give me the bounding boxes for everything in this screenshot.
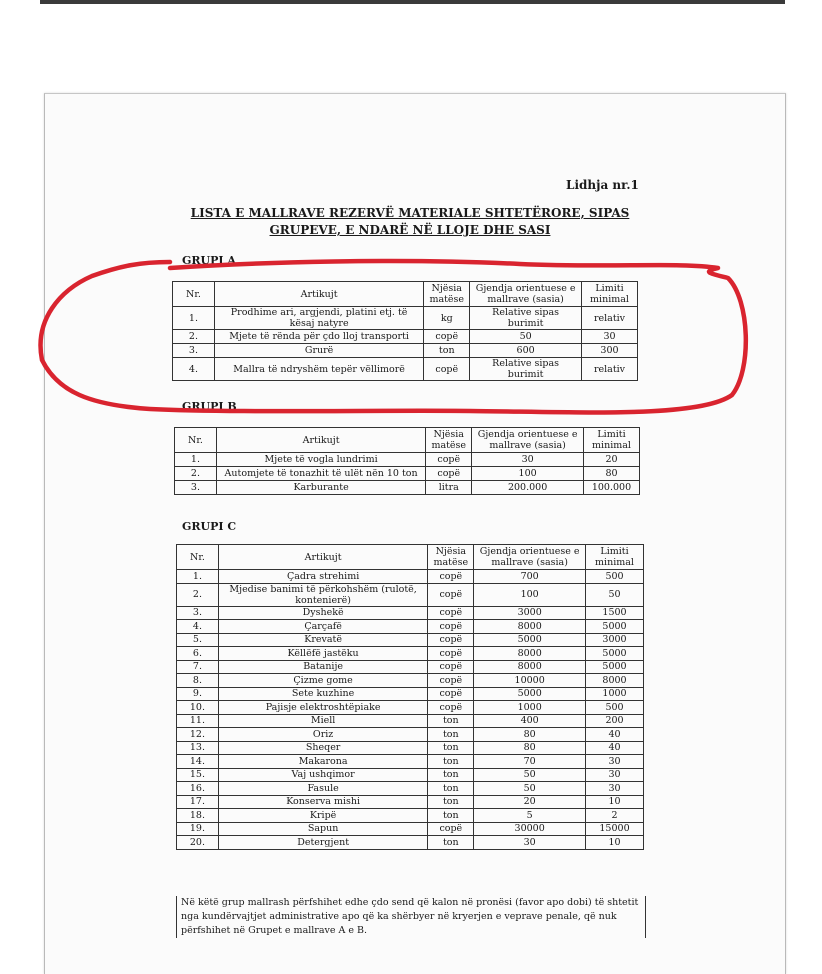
cell-artikulli: Çizme gome — [218, 674, 427, 688]
cell-njesia: ton — [428, 809, 474, 823]
cell-gjendja: 50 — [474, 782, 586, 796]
cell-gjendja: 10000 — [474, 674, 586, 688]
cell-nr: 20. — [177, 836, 219, 850]
cell-gjendja: 80 — [474, 741, 586, 755]
cell-artikulli: Sete kuzhine — [218, 687, 427, 701]
cell-nr: 1. — [177, 570, 219, 584]
cell-njesia: copë — [424, 358, 470, 381]
header-nr: Nr. — [175, 428, 217, 453]
cell-artikulli: Kripë — [218, 809, 427, 823]
cell-limiti: 10 — [586, 836, 644, 850]
cell-njesia: copë — [428, 583, 474, 606]
cell-limiti: 50 — [586, 583, 644, 606]
header-gjendja: Gjendja orientuese e mallrave (sasia) — [470, 282, 582, 307]
cell-artikulli: Miell — [218, 714, 427, 728]
cell-gjendja: 1000 — [474, 701, 586, 715]
cell-njesia: copë — [428, 647, 474, 661]
cell-njesia: litra — [426, 481, 472, 495]
cell-nr: 4. — [173, 358, 215, 381]
cell-gjendja: 50 — [470, 330, 582, 344]
cell-limiti: 30 — [582, 330, 638, 344]
cell-njesia: copë — [428, 687, 474, 701]
cell-limiti: 1500 — [586, 606, 644, 620]
cell-nr: 9. — [177, 687, 219, 701]
cell-limiti: 15000 — [586, 822, 644, 836]
header-nr: Nr. — [177, 545, 219, 570]
cell-artikulli: Krevatë — [218, 633, 427, 647]
header-njesia: Njësia matëse — [426, 428, 472, 453]
cell-limiti: 20 — [584, 453, 640, 467]
cell-artikulli: Vaj ushqimor — [218, 768, 427, 782]
cell-nr: 11. — [177, 714, 219, 728]
cell-gjendja: 80 — [474, 728, 586, 742]
cell-artikulli: Konserva mishi — [218, 795, 427, 809]
cell-gjendja: 100 — [472, 467, 584, 481]
cell-nr: 19. — [177, 822, 219, 836]
attachment-reference: Lidhja nr.1 — [566, 178, 639, 192]
cell-njesia: ton — [424, 344, 470, 358]
cell-limiti: 5000 — [586, 620, 644, 634]
cell-gjendja: 400 — [474, 714, 586, 728]
cell-nr: 4. — [177, 620, 219, 634]
header-limiti: Limiti minimal — [582, 282, 638, 307]
cell-gjendja: 5 — [474, 809, 586, 823]
cell-artikulli: Mjete të vogla lundrimi — [216, 453, 425, 467]
cell-nr: 2. — [175, 467, 217, 481]
cell-artikulli: Oriz — [218, 728, 427, 742]
cell-njesia: copë — [428, 822, 474, 836]
cell-limiti: relativ — [582, 358, 638, 381]
cell-njesia: copë — [428, 660, 474, 674]
cell-njesia: copë — [428, 620, 474, 634]
cell-artikulli: Grurë — [214, 344, 423, 358]
cell-artikulli: Batanije — [218, 660, 427, 674]
cell-limiti: 10 — [586, 795, 644, 809]
cell-limiti: 30 — [586, 768, 644, 782]
cell-nr: 10. — [177, 701, 219, 715]
cell-nr: 6. — [177, 647, 219, 661]
group-b-label: GRUPI B — [182, 400, 237, 413]
cell-artikulli: Fasule — [218, 782, 427, 796]
cell-limiti: 2 — [586, 809, 644, 823]
cell-njesia: copë — [428, 606, 474, 620]
cell-gjendja: 30 — [474, 836, 586, 850]
cell-gjendja: 30000 — [474, 822, 586, 836]
cell-nr: 2. — [177, 583, 219, 606]
cell-artikulli: Automjete të tonazhit të ulët nën 10 ton — [216, 467, 425, 481]
header-gjendja: Gjendja orientuese e mallrave (sasia) — [472, 428, 584, 453]
cell-artikulli: Prodhime ari, argjendi, platini etj. të kësaj natyre — [214, 307, 423, 330]
cell-artikulli: Karburante — [216, 481, 425, 495]
header-njesia: Njësia matëse — [424, 282, 470, 307]
cell-gjendja: 50 — [474, 768, 586, 782]
cell-njesia: copë — [428, 701, 474, 715]
title-line-2: GRUPEVE, E NDARË NË LLOJE DHE SASI — [269, 223, 551, 237]
cell-artikulli: Dyshekë — [218, 606, 427, 620]
cell-limiti: 500 — [586, 701, 644, 715]
cell-limiti: 40 — [586, 741, 644, 755]
cell-nr: 1. — [173, 307, 215, 330]
cell-artikulli: Çarçafë — [218, 620, 427, 634]
cell-nr: 8. — [177, 674, 219, 688]
group-c-label: GRUPI C — [182, 520, 237, 533]
cell-nr: 1. — [175, 453, 217, 467]
cell-njesia: copë — [428, 570, 474, 584]
cell-artikulli: Sheqer — [218, 741, 427, 755]
header-limiti: Limiti minimal — [586, 545, 644, 570]
header-artikujt: Artikujt — [214, 282, 423, 307]
cell-gjendja: 600 — [470, 344, 582, 358]
cell-artikulli: Këllëfë jastëku — [218, 647, 427, 661]
cell-nr: 13. — [177, 741, 219, 755]
cell-limiti: 5000 — [586, 660, 644, 674]
cell-gjendja: 8000 — [474, 647, 586, 661]
cell-njesia: copë — [428, 674, 474, 688]
cell-gjendja: 5000 — [474, 633, 586, 647]
cell-artikulli: Mjete të rënda për çdo lloj transporti — [214, 330, 423, 344]
header-artikujt: Artikujt — [218, 545, 427, 570]
cell-limiti: 3000 — [586, 633, 644, 647]
cell-njesia: ton — [428, 728, 474, 742]
header-gjendja: Gjendja orientuese e mallrave (sasia) — [474, 545, 586, 570]
cell-limiti: 300 — [582, 344, 638, 358]
cell-nr: 5. — [177, 633, 219, 647]
cell-gjendja: 8000 — [474, 620, 586, 634]
cell-njesia: copë — [424, 330, 470, 344]
cell-njesia: ton — [428, 836, 474, 850]
cell-njesia: ton — [428, 795, 474, 809]
cell-nr: 3. — [175, 481, 217, 495]
cell-njesia: ton — [428, 714, 474, 728]
cell-njesia: copë — [428, 633, 474, 647]
cell-gjendja: Relative sipas burimit — [470, 358, 582, 381]
cell-njesia: kg — [424, 307, 470, 330]
cell-artikulli: Sapun — [218, 822, 427, 836]
cell-gjendja: 700 — [474, 570, 586, 584]
cell-artikulli: Çadra strehimi — [218, 570, 427, 584]
cell-nr: 17. — [177, 795, 219, 809]
cell-limiti: 200 — [586, 714, 644, 728]
cell-njesia: copë — [426, 467, 472, 481]
cell-gjendja: Relative sipas burimit — [470, 307, 582, 330]
title-line-1: LISTA E MALLRAVE REZERVË MATERIALE SHTETËRORE, SIPAS — [190, 206, 630, 220]
cell-njesia: ton — [428, 741, 474, 755]
cell-limiti: 8000 — [586, 674, 644, 688]
cell-nr: 3. — [173, 344, 215, 358]
cell-nr: 2. — [173, 330, 215, 344]
header-limiti: Limiti minimal — [584, 428, 640, 453]
cell-limiti: 30 — [586, 755, 644, 769]
cell-artikulli: Makarona — [218, 755, 427, 769]
cell-gjendja: 8000 — [474, 660, 586, 674]
cell-limiti: 30 — [586, 782, 644, 796]
cell-limiti: 500 — [586, 570, 644, 584]
header-nr: Nr. — [173, 282, 215, 307]
cell-njesia: ton — [428, 768, 474, 782]
cell-artikulli: Mallra të ndryshëm tepër vëllimorë — [214, 358, 423, 381]
cell-gjendja: 30 — [472, 453, 584, 467]
cell-artikulli: Mjedise banimi të përkohshëm (rulotë, kontenierë) — [218, 583, 427, 606]
cell-gjendja: 70 — [474, 755, 586, 769]
header-njesia: Njësia matëse — [428, 545, 474, 570]
cell-nr: 18. — [177, 809, 219, 823]
cell-nr: 7. — [177, 660, 219, 674]
cell-gjendja: 5000 — [474, 687, 586, 701]
cell-nr: 14. — [177, 755, 219, 769]
cell-nr: 12. — [177, 728, 219, 742]
cell-artikulli: Detergjent — [218, 836, 427, 850]
cell-nr: 15. — [177, 768, 219, 782]
cell-njesia: ton — [428, 755, 474, 769]
cell-gjendja: 20 — [474, 795, 586, 809]
cell-limiti: relativ — [582, 307, 638, 330]
cell-limiti: 5000 — [586, 647, 644, 661]
cell-limiti: 1000 — [586, 687, 644, 701]
cell-gjendja: 3000 — [474, 606, 586, 620]
cell-artikulli: Pajisje elektroshtëpiake — [218, 701, 427, 715]
cell-njesia: ton — [428, 782, 474, 796]
group-a-label: GRUPI A — [182, 254, 236, 267]
cell-njesia: copë — [426, 453, 472, 467]
cell-limiti: 40 — [586, 728, 644, 742]
cell-limiti: 100.000 — [584, 481, 640, 495]
header-artikujt: Artikujt — [216, 428, 425, 453]
cell-limiti: 80 — [584, 467, 640, 481]
cell-nr: 3. — [177, 606, 219, 620]
cell-gjendja: 100 — [474, 583, 586, 606]
group-c-note: Në këtë grup mallrash përfshihet edhe çdo send që kalon në pronësi (favor apo dobi) të shtetit nga kundërvajtjet administrative apo që ka shërbyer në kryerjen e veprave penale, që nuk përfshihet në Grupet e mallrave A e B. — [176, 896, 646, 938]
cell-nr: 16. — [177, 782, 219, 796]
annotation-stroke — [41, 261, 746, 412]
cell-gjendja: 200.000 — [472, 481, 584, 495]
